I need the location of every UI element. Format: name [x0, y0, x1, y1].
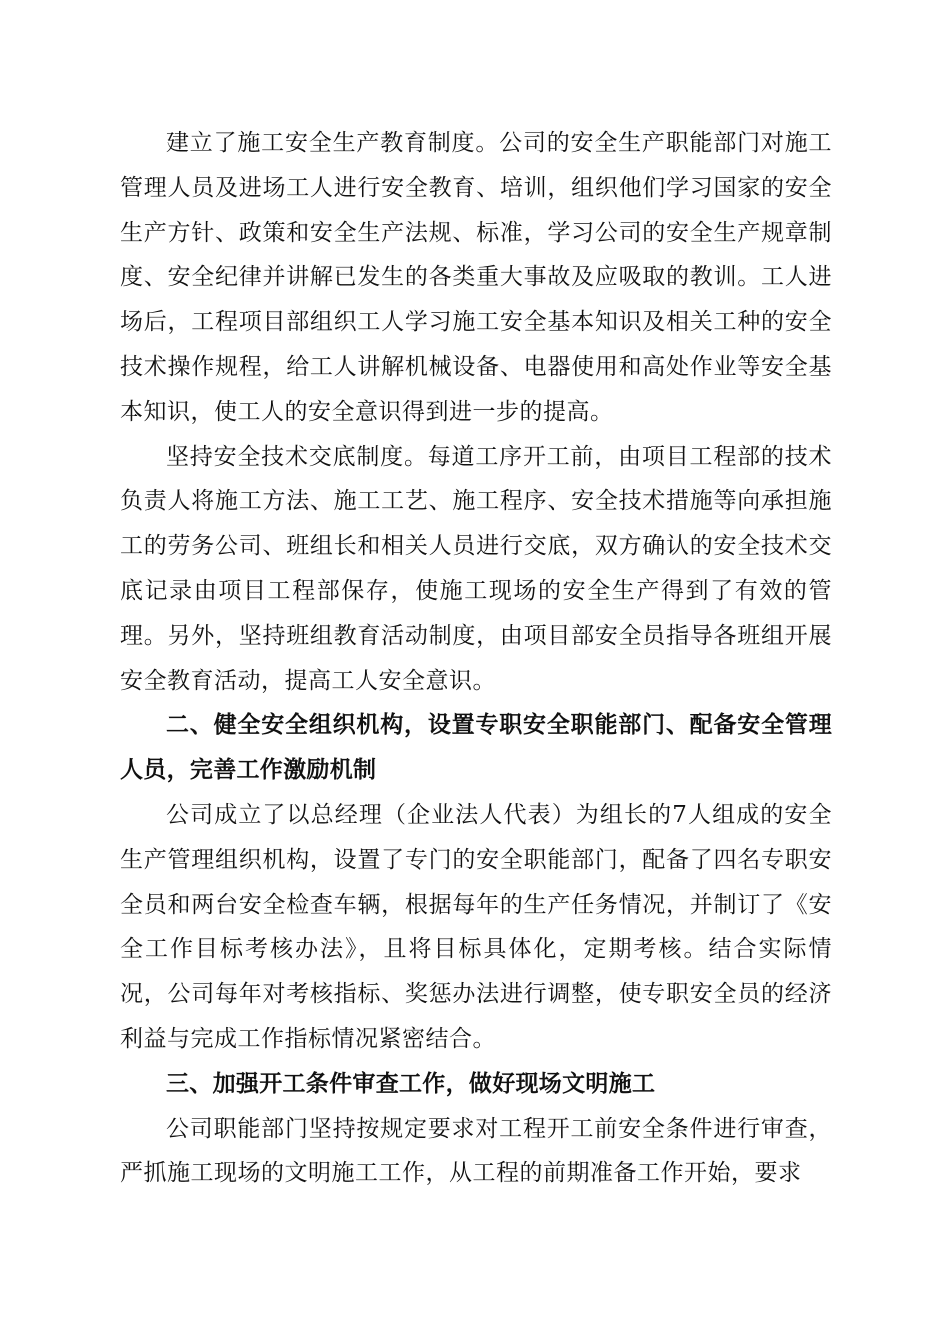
section-heading-site-review: 三、加强开工条件审查工作，做好现场文明施工 — [166, 1070, 656, 1097]
paragraph-organization: 公司成立了以总经理（企业法人代表）为组长的7人组成的安全生产管理组织机构，设置了专门的安全职能部门，配备了四名专职安全员和两台安全检查车辆，根据每年的生产任务情况，并制订了《安全工作目标考核办法》，且将目标具体化，定期考核。结合实际情况，公司每年对考核指标、奖惩办法进行调整，使专职安全员的经济利益与完成工作指标情况紧密结合。 — [120, 801, 832, 1052]
paragraph-technical-briefing: 坚持安全技术交底制度。每道工序开工前，由项目工程部的技术负责人将施工方法、施工工艺、施工程序、安全技术措施等向承担施工的劳务公司、班组长和相关人员进行交底，双方确认的安全技术交底记录由项目工程部保存，使施工现场的安全生产得到了有效的管理。另外，坚持班组教育活动制度，由项目部安全员指导各班组开展安全教育活动，提高工人安全意识。 — [120, 443, 832, 694]
section-heading-organization: 二、健全安全组织机构，设置专职安全职能部门、配备安全管理人员，完善工作激励机制 — [120, 712, 832, 784]
paragraph-safety-education: 建立了施工安全生产教育制度。公司的安全生产职能部门对施工管理人员及进场工人进行安全教育、培训，组织他们学习国家的安全生产方针、政策和安全生产法规、标准，学习公司的安全生产规章制度、安全纪律并讲解已发生的各类重大事故及应吸取的教训。工人进场后，工程项目部组织工人学习施工安全基本知识及相关工种的安全技术操作规程，给工人讲解机械设备、电器使用和高处作业等安全基本知识，使工人的安全意识得到进一步的提高。 — [120, 130, 832, 425]
paragraph-site-review: 公司职能部门坚持按规定要求对工程开工前安全条件进行审查，严抓施工现场的文明施工工作，从工程的前期准备工作开始，要求 — [120, 1115, 832, 1187]
document-page — [120, 121, 832, 1196]
